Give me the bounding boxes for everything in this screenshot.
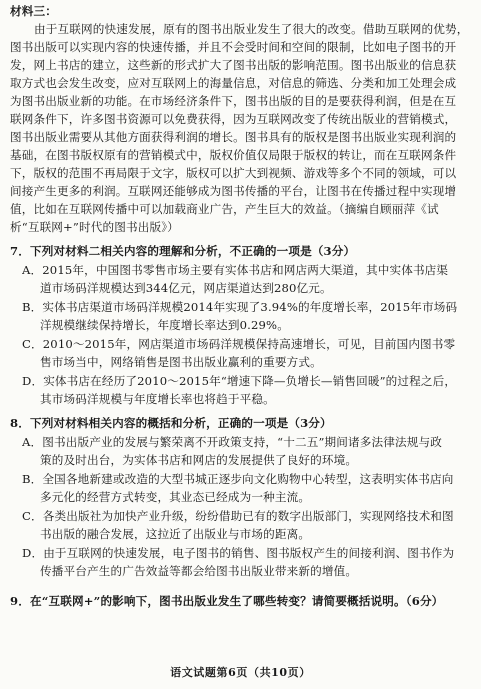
q8-option-d: D．由于互联网的快速发展，电子图书的销售、图书版权产生的间接利润、图书作为 — [22, 546, 455, 560]
question-9-stem: 9．在“互联网+”的影响下，图书出版业发生了哪些转变？请简要概括说明。（6分） — [10, 594, 444, 608]
material3-line: 联网条件下，许多图书资源可以免费获得，因为互联网改变了传统出版业的营销模式， — [10, 112, 457, 126]
q8-option-a-cont: 策的及时出台，为实体书店和网店的发展提供了良好的环境。 — [40, 453, 358, 467]
material3-line: 值，比如在互联网传播中可以加载商业广告，产生巨大的效益。（摘编自顾丽萍《试 — [10, 202, 439, 216]
q8-option-d-cont: 传播平台产生的广告效益等都会给图书出版业带来新的增值。 — [40, 564, 358, 578]
q7-option-c: C．2010～2015年，网店渠道市场码洋规模保持高速增长，可见，目前国内图书零 — [22, 337, 456, 351]
q7-option-b-cont: 洋规模继续保持增长，年度增长率达到0.29%。 — [40, 318, 289, 332]
page-footer: 语文试题第6页（共10页） — [170, 666, 311, 679]
material3-line: 为图书出版业新的功能。在市场经济条件下，图书出版的目的是要获得利润，但是在互 — [10, 94, 457, 108]
material3-source: 析“互联网+”时代的图书出版》） — [10, 220, 179, 234]
question-8-stem: 8．下列对材料相关内容的概括和分析，正确的一项是（3分） — [10, 416, 332, 430]
q7-option-c-cont: 售市场当中，网络销售是图书出版业赢利的重要方式。 — [40, 355, 322, 369]
q7-option-a: A．2015年，中国图书零售市场主要有实体书店和网店两大渠道，其中实体书店渠 — [22, 263, 449, 277]
question-7-stem: 7．下列对材料二相关内容的理解和分析，不正确的一项是（3分） — [10, 244, 356, 258]
material-heading: 材料三： — [10, 4, 57, 18]
material3-line: 下，版权的范围不再局限于文字，版权可以扩大到视频、游戏等多个不同的领域，可以 — [10, 166, 457, 180]
material3-line: 间接产生更多的利润。互联网还能够成为图书传播的平台，让图书在传播过程中实现增 — [10, 184, 457, 198]
material3-line: 基础，在图书版权原有的营销模式中，版权价值仅局限于版权的转让，而在互联网条件 — [10, 148, 457, 162]
q8-option-c: C．各类出版社为加快产业升级，纷纷借助已有的数字出版部门，实现网络技术和图 — [22, 509, 454, 523]
q8-option-c-cont: 书出版的融合发展，这拉近了出版业与市场的距离。 — [40, 527, 311, 541]
material3-line: 由于互联网的快速发展，原有的图书出版业发生了很大的改变。借助互联网的优势， — [34, 22, 469, 36]
material3-line: 取方式也会发生改变，应对互联网上的海量信息，对信息的筛选、分类和加工处理会成 — [10, 76, 457, 90]
material3-line: 图书出版可以实现内容的快速传播，并且不会受时间和空间的限制，比如电子图书的开 — [10, 40, 457, 54]
material3-line: 图书出版业需要从其他方面获得利润的增长。图书具有的版权是图书出版业实现利润的 — [10, 130, 457, 144]
q8-option-b: B．全国各地新建或改造的大型书城正逐步向文化购物中心转型，这表明实体书店向 — [22, 472, 454, 486]
q8-option-a: A．图书出版产业的发展与繁荣离不开政策支持，“十二五”期间诸多法律法规与政 — [22, 435, 442, 449]
material3-line: 发，网上书店的建立，这些新的形式扩大了图书出版的影响范围。图书出版业的信息获 — [10, 58, 457, 72]
q7-option-d: D．实体书店在经历了2010～2015年“增速下降—负增长—销售回暖”的过程之后， — [22, 374, 457, 388]
q8-option-b-cont: 多元化的经营方式转变，其业态已经成为一种主流。 — [40, 490, 311, 504]
q7-option-b: B．实体书店渠道市场码洋规模2014年实现了3.94%的年度增长率，2015年市场码 — [22, 300, 458, 314]
q7-option-d-cont: 其市场码洋规模与年度增长率也将趋于平稳。 — [40, 392, 275, 406]
q7-option-a-cont: 道市场码洋规模达到344亿元，网店渠道达到280亿元。 — [40, 281, 332, 295]
